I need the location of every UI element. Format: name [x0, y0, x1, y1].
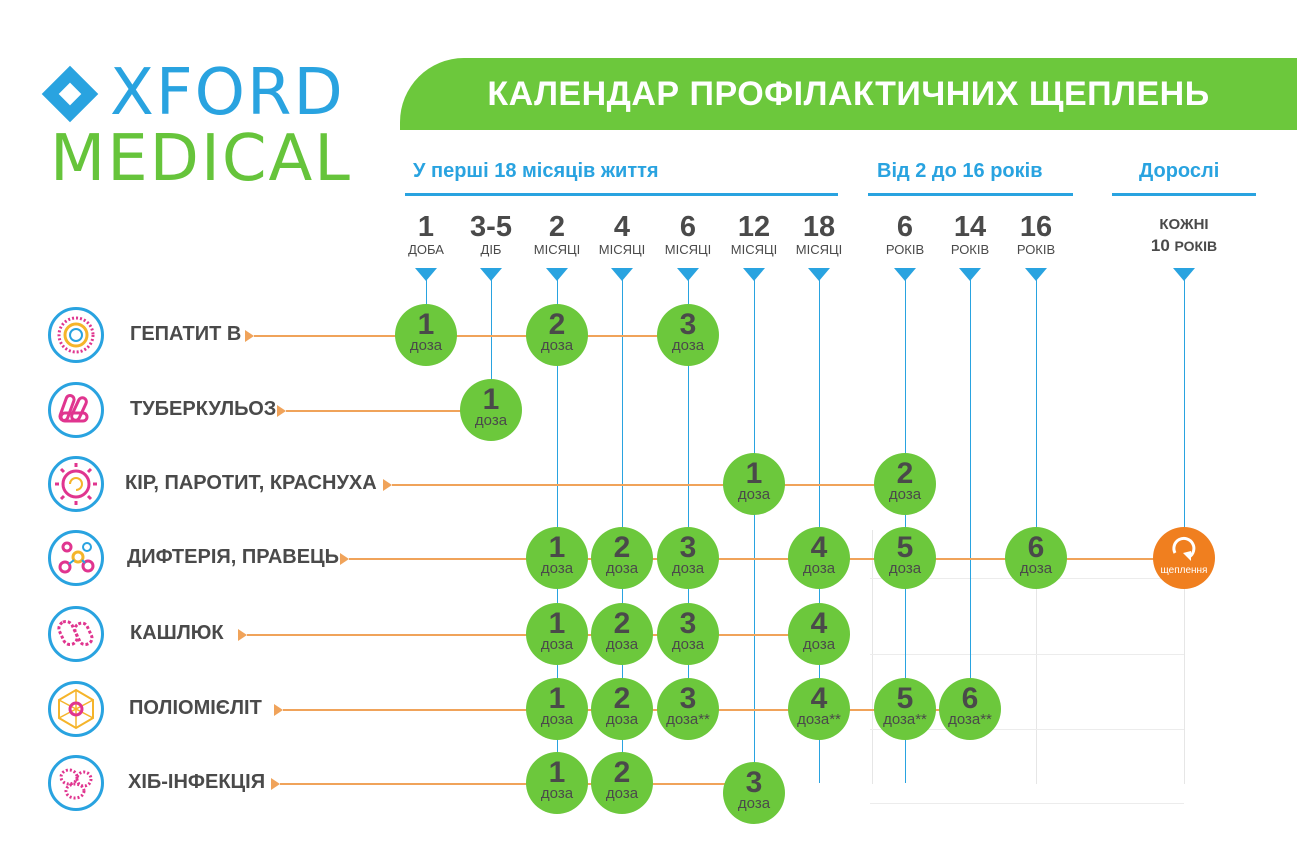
dose-word: доза	[802, 636, 836, 653]
dose-badge	[591, 527, 653, 589]
dose-word: доза	[540, 636, 574, 653]
group-label-adults: Дорослі	[1139, 160, 1220, 182]
arrow-head-icon	[383, 479, 392, 491]
dose-badge	[723, 762, 785, 824]
refresh-arrow-icon	[1153, 527, 1215, 567]
column-unit: МІСЯЦІ	[795, 242, 843, 257]
dose-number: 2	[613, 682, 631, 715]
grid-row-line	[870, 654, 1184, 655]
column-number: 2	[548, 211, 566, 243]
dose-number: 3	[679, 308, 697, 341]
dose-number: 1	[548, 531, 566, 564]
logo-diamond-icon	[42, 66, 99, 123]
dose-word: доза	[540, 711, 574, 728]
column-header	[779, 212, 859, 256]
dose-word: доза	[888, 486, 922, 503]
arrow-head-icon	[340, 553, 349, 565]
arrow-head-icon	[277, 405, 286, 417]
dose-word: доза	[737, 486, 771, 503]
dose-badge	[874, 527, 936, 589]
logo-line1: XFORD	[110, 56, 345, 130]
column-unit: МІСЯЦІ	[598, 242, 646, 257]
logo-line2: MEDICAL	[50, 122, 352, 196]
column-header	[996, 212, 1076, 256]
dose-word: доза	[474, 412, 508, 429]
rod-bacteria-icon	[48, 606, 104, 662]
dose-badge	[939, 678, 1001, 740]
dose-badge	[460, 379, 522, 441]
dose-number: 3	[679, 531, 697, 564]
dose-word: доза	[1019, 560, 1053, 577]
group-underline-children	[868, 193, 1073, 196]
dose-badge	[657, 678, 719, 740]
column-marker-icon	[894, 268, 916, 281]
column-marker-icon	[743, 268, 765, 281]
column-timeline	[970, 280, 971, 709]
dose-word: доза	[605, 785, 639, 802]
column-unit: РОКІВ	[1016, 242, 1056, 257]
dose-badge	[526, 752, 588, 814]
vaccine-name: ПОЛІОМІЄЛІТ	[129, 697, 262, 719]
dose-number: 1	[745, 457, 763, 490]
column-number: 16	[1019, 211, 1053, 243]
dose-badge	[874, 678, 936, 740]
spiky-virus-icon	[48, 456, 104, 512]
dose-badge	[526, 678, 588, 740]
dose-word: доза	[605, 636, 639, 653]
adult-booster-label: щеплення	[1160, 565, 1208, 576]
grid-column-line	[872, 530, 873, 784]
dose-badge	[657, 304, 719, 366]
column-number: 18	[802, 211, 836, 243]
dose-number: 2	[896, 457, 914, 490]
column-number: 12	[737, 211, 771, 243]
group-label-infants: У перші 18 місяців життя	[413, 160, 659, 182]
dose-badge	[657, 527, 719, 589]
dose-word: доза**	[797, 711, 841, 728]
dose-badge	[591, 603, 653, 665]
dose-badge	[1005, 527, 1067, 589]
dose-number: 1	[548, 756, 566, 789]
dose-number: 4	[810, 682, 828, 715]
dose-badge	[591, 678, 653, 740]
dose-number: 2	[613, 607, 631, 640]
adult-header-line2	[1129, 234, 1239, 258]
adult-interval-unit: РОКІВ	[1174, 238, 1218, 254]
vaccine-name: ХІБ-ІНФЕКЦІЯ	[128, 771, 266, 793]
dose-word: доза**	[666, 711, 710, 728]
dose-number: 4	[810, 531, 828, 564]
adult-interval-number: 10	[1150, 236, 1175, 255]
column-number: 6	[679, 211, 697, 243]
dose-number: 3	[679, 607, 697, 640]
dose-word: доза	[802, 560, 836, 577]
column-timeline	[1184, 280, 1185, 530]
schedule-timeline	[392, 484, 905, 486]
dose-number: 4	[810, 607, 828, 640]
column-marker-icon	[1025, 268, 1047, 281]
adult-header-line1: КОЖНІ	[1159, 216, 1209, 233]
dose-word: доза	[409, 337, 443, 354]
dose-word: доза	[540, 337, 574, 354]
column-number: 14	[953, 211, 987, 243]
schedule-timeline	[280, 783, 754, 785]
vaccine-name: ТУБЕРКУЛЬОЗ	[130, 398, 277, 420]
dose-word: доза	[671, 560, 705, 577]
dose-number: 1	[548, 607, 566, 640]
dose-badge	[874, 453, 936, 515]
group-underline-infants	[405, 193, 838, 196]
dose-badge	[526, 304, 588, 366]
dose-badge	[788, 603, 850, 665]
schedule-timeline	[254, 335, 688, 337]
virus-hepatitis-icon	[48, 307, 104, 363]
column-unit: МІСЯЦІ	[533, 242, 581, 257]
column-marker-icon	[808, 268, 830, 281]
column-unit: ДІБ	[480, 242, 502, 257]
column-marker-icon	[480, 268, 502, 281]
dose-badge	[526, 527, 588, 589]
dose-badge	[526, 603, 588, 665]
column-number: 6	[896, 211, 914, 243]
dose-number: 2	[613, 531, 631, 564]
column-marker-icon	[546, 268, 568, 281]
vaccine-name: КАШЛЮК	[130, 622, 224, 644]
dose-word: доза	[605, 560, 639, 577]
dose-word: доза	[540, 560, 574, 577]
dose-word: доза	[888, 560, 922, 577]
dose-word: доза**	[883, 711, 927, 728]
dose-number: 1	[482, 383, 500, 416]
dose-badge	[591, 752, 653, 814]
column-unit: РОКІВ	[950, 242, 990, 257]
bacteria-chain-icon	[48, 530, 104, 586]
column-number: 4	[613, 211, 631, 243]
arrow-head-icon	[238, 629, 247, 641]
page-title: КАЛЕНДАР ПРОФІЛАКТИЧНИХ ЩЕПЛЕНЬ	[487, 75, 1210, 113]
column-timeline	[754, 280, 755, 783]
column-marker-icon	[1173, 268, 1195, 281]
grid-row-line	[870, 803, 1184, 804]
dose-word: доза	[540, 785, 574, 802]
dose-number: 6	[961, 682, 979, 715]
polio-virus-icon	[48, 681, 104, 737]
column-marker-icon	[415, 268, 437, 281]
group-label-children: Від 2 до 16 років	[877, 160, 1043, 182]
dose-number: 1	[417, 308, 435, 341]
dose-badge	[788, 678, 850, 740]
column-number: 3-5	[470, 211, 512, 243]
column-marker-icon	[611, 268, 633, 281]
column-unit: МІСЯЦІ	[730, 242, 778, 257]
dose-badge	[657, 603, 719, 665]
dose-number: 5	[896, 531, 914, 564]
adult-booster-badge	[1153, 527, 1215, 589]
column-timeline	[1036, 280, 1037, 558]
vaccine-name: КІР, ПАРОТИТ, КРАСНУХА	[125, 472, 377, 494]
dose-badge	[395, 304, 457, 366]
dose-number: 6	[1027, 531, 1045, 564]
column-unit: МІСЯЦІ	[664, 242, 712, 257]
dose-word: доза	[671, 337, 705, 354]
dose-number: 3	[745, 766, 763, 799]
vaccine-name: ГЕПАТИТ В	[130, 323, 242, 345]
bacilli-icon	[48, 382, 104, 438]
dose-word: доза	[671, 636, 705, 653]
dose-number: 2	[613, 756, 631, 789]
column-marker-icon	[959, 268, 981, 281]
dose-badge	[788, 527, 850, 589]
dose-number: 2	[548, 308, 566, 341]
column-number: 1	[417, 211, 435, 243]
dose-word: доза**	[948, 711, 992, 728]
arrow-head-icon	[245, 330, 254, 342]
column-marker-icon	[677, 268, 699, 281]
vaccine-name: ДИФТЕРІЯ, ПРАВЕЦЬ	[127, 546, 340, 568]
arrow-head-icon	[271, 778, 280, 790]
dose-word: доза	[605, 711, 639, 728]
cocci-icon	[48, 755, 104, 811]
group-underline-adults	[1112, 193, 1256, 196]
dose-badge	[723, 453, 785, 515]
column-unit: РОКІВ	[885, 242, 925, 257]
column-unit: ДОБА	[408, 242, 444, 257]
dose-number: 1	[548, 682, 566, 715]
dose-number: 3	[679, 682, 697, 715]
dose-word: доза	[737, 795, 771, 812]
dose-number: 5	[896, 682, 914, 715]
adult-header	[1129, 216, 1239, 258]
title-banner	[400, 58, 1297, 130]
arrow-head-icon	[274, 704, 283, 716]
